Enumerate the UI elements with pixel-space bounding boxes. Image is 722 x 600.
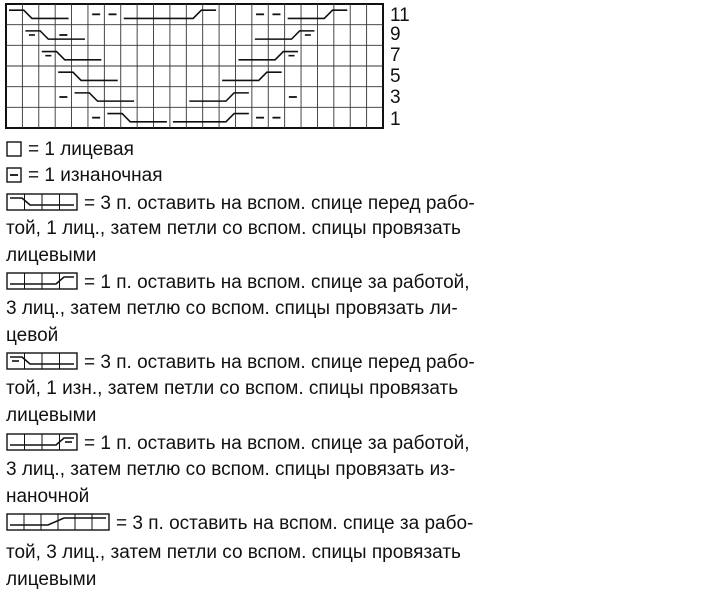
legend-text-cable-3-back-knit-1: = 3 п. оставить на вспом. спице за рабо-	[116, 513, 474, 534]
row-number-7: 7	[390, 45, 401, 66]
legend-text-cable-1-back-purl-1: = 1 п. оставить на вспом. спице за работой,	[84, 433, 470, 454]
legend-text-purl: = 1 изнаночная	[28, 165, 163, 186]
cable-back-mark	[173, 114, 249, 122]
row-number-9: 9	[390, 24, 401, 45]
row-number-1: 1	[390, 109, 401, 130]
legend-text-cable-3-back-knit-3: лицевыми	[6, 569, 97, 590]
legend-item-purl	[6, 165, 163, 187]
legend-text-cable-3-front-knit-2: той, 1 лиц., затем петли со вспом. спицы провязать	[6, 218, 461, 239]
knitting-chart	[0, 0, 722, 135]
legend-text-cable-3-front-purl-2: той, 1 изн., затем петли со вспом. спицы провязать	[6, 378, 459, 399]
legend-text-cable-3-front-purl-1: = 3 п. оставить на вспом. спице перед рабо-	[84, 352, 475, 373]
purl-icon	[6, 167, 22, 183]
chart-grid	[6, 4, 383, 128]
legend-text-cable-1-back-purl-3: наночной	[6, 486, 90, 507]
legend-text-cable-1-back-purl-2: 3 лиц., затем петлю со вспом. спицы провязать из-	[6, 459, 456, 480]
row-number-3: 3	[390, 87, 401, 108]
legend-item-cable-1-back-purl	[6, 433, 470, 455]
legend-item-cable-3-back-knit	[6, 513, 473, 535]
cable-3-front-knit-icon	[6, 193, 78, 211]
legend-item-knit	[6, 139, 134, 161]
legend-text-cable-1-back-knit-1: = 1 п. оставить на вспом. спице за работой,	[84, 272, 470, 293]
row-number-11: 11	[390, 5, 410, 26]
cable-1-back-purl-icon	[6, 433, 78, 451]
legend-text-cable-1-back-knit-3: цевой	[6, 325, 59, 346]
cable-3-back-knit-icon	[6, 513, 110, 531]
cable-3-front-purl-icon	[6, 352, 78, 370]
legend-text-cable-1-back-knit-2: 3 лиц., затем петлю со вспом. спицы провязать ли-	[6, 298, 458, 319]
legend-text-cable-3-front-knit-3: лицевыми	[6, 245, 97, 266]
row-number-5: 5	[390, 66, 401, 87]
legend-item-cable-3-front-knit	[6, 193, 475, 215]
legend-text-knit: = 1 лицевая	[28, 139, 134, 160]
legend-item-cable-1-back-knit	[6, 272, 470, 294]
legend-text-cable-3-front-knit-1: = 3 п. оставить на вспом. спице перед рабо-	[84, 193, 475, 214]
legend-text-cable-3-front-purl-3: лицевыми	[6, 405, 97, 426]
cable-1-back-knit-icon	[6, 272, 78, 290]
legend-item-cable-3-front-purl	[6, 352, 475, 374]
knit-icon	[6, 141, 22, 157]
legend-text-cable-3-back-knit-2: той, 3 лиц., затем петли со вспом. спицы провязать	[6, 542, 461, 563]
